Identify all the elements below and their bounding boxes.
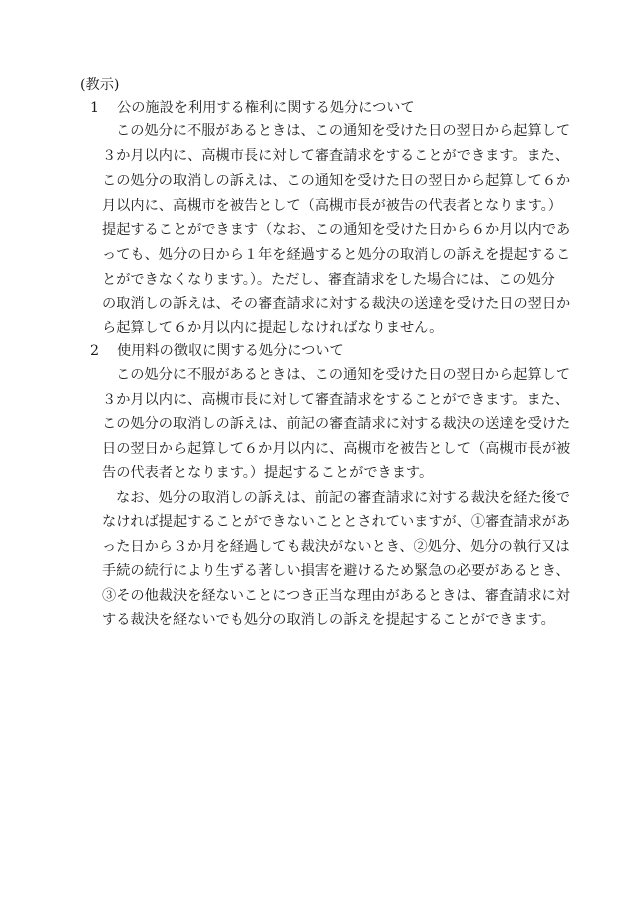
section-1-line-7: とができなくなります。）。ただし、審査請求をした場合には、この処分 — [102, 272, 555, 288]
section-2-line-2: ３か月以内に、高槻市長に対して審査請求をすることができます。また、 — [102, 392, 570, 408]
section-2-line-1: この処分に不服があるときは、この通知を受けた日の翌日から起算して — [116, 367, 571, 383]
section-2-line-10: ③その他裁決を経ないことにつき正当な理由があるときは、審査請求に対 — [102, 588, 570, 604]
section-2-line-7: なければ提起することができないこととされていますが、①審査請求があ — [102, 514, 571, 530]
section-2-line-9: 手続の続行により生ずる著しい損害を避けるため緊急の必要があるとき、 — [102, 563, 570, 579]
section-1-line-8: の取消しの訴えは、その審査請求に対する裁決の送達を受けた日の翌日か — [102, 296, 571, 312]
section-2-line-11: する裁決を経ないでも処分の取消しの訴えを提起することができます。 — [102, 612, 555, 628]
document-heading: (教示) — [80, 77, 120, 93]
section-1-number: 1 — [90, 100, 100, 116]
section-1-title — [90, 98, 415, 118]
section-2-line-6: なお、処分の取消しの訴えは、前記の審査請求に対する裁決を経た後で — [116, 490, 571, 506]
section-1-line-5: 提起することができます（なお、この通知を受けた日から６か月以内であ — [102, 222, 571, 238]
section-2-number: 2 — [90, 343, 100, 359]
section-1-line-2: ３か月以内に、高槻市長に対して審査請求をすることができます。また、 — [102, 148, 570, 164]
section-1-title-text: 公の施設を利用する権利に関する処分について — [117, 100, 415, 116]
section-2-line-4: 日の翌日から起算して６か月以内に、高槻市を被告として（高槻市長が被 — [102, 441, 571, 457]
section-2-title-text: 使用料の徴収に関する処分について — [117, 343, 344, 359]
section-1-line-9: ら起算して６か月以内に提起しなければなりません。 — [102, 320, 444, 336]
section-1-line-4: 月以内に、高槻市を被告として（高槻市長が被告の代表者となります。） — [102, 198, 562, 214]
section-1-line-6: っても、処分の日から１年を経過すると処分の取消しの訴えを提起するこ — [102, 247, 571, 263]
section-2-line-3: この処分の取消しの訴えは、前記の審査請求に対する裁決の送達を受けた — [102, 416, 571, 432]
section-1-line-1: この処分に不服があるときは、この通知を受けた日の翌日から起算して — [116, 123, 571, 139]
section-2-title — [90, 341, 344, 361]
section-1-line-3: この処分の取消しの訴えは、この通知を受けた日の翌日から起算して６か — [102, 173, 571, 189]
section-2-line-8: った日から３か月を経過しても裁決がないとき、②処分、処分の執行又は — [102, 539, 570, 555]
section-2-line-5: 告の代表者となります。）提起することができます。 — [102, 465, 434, 481]
